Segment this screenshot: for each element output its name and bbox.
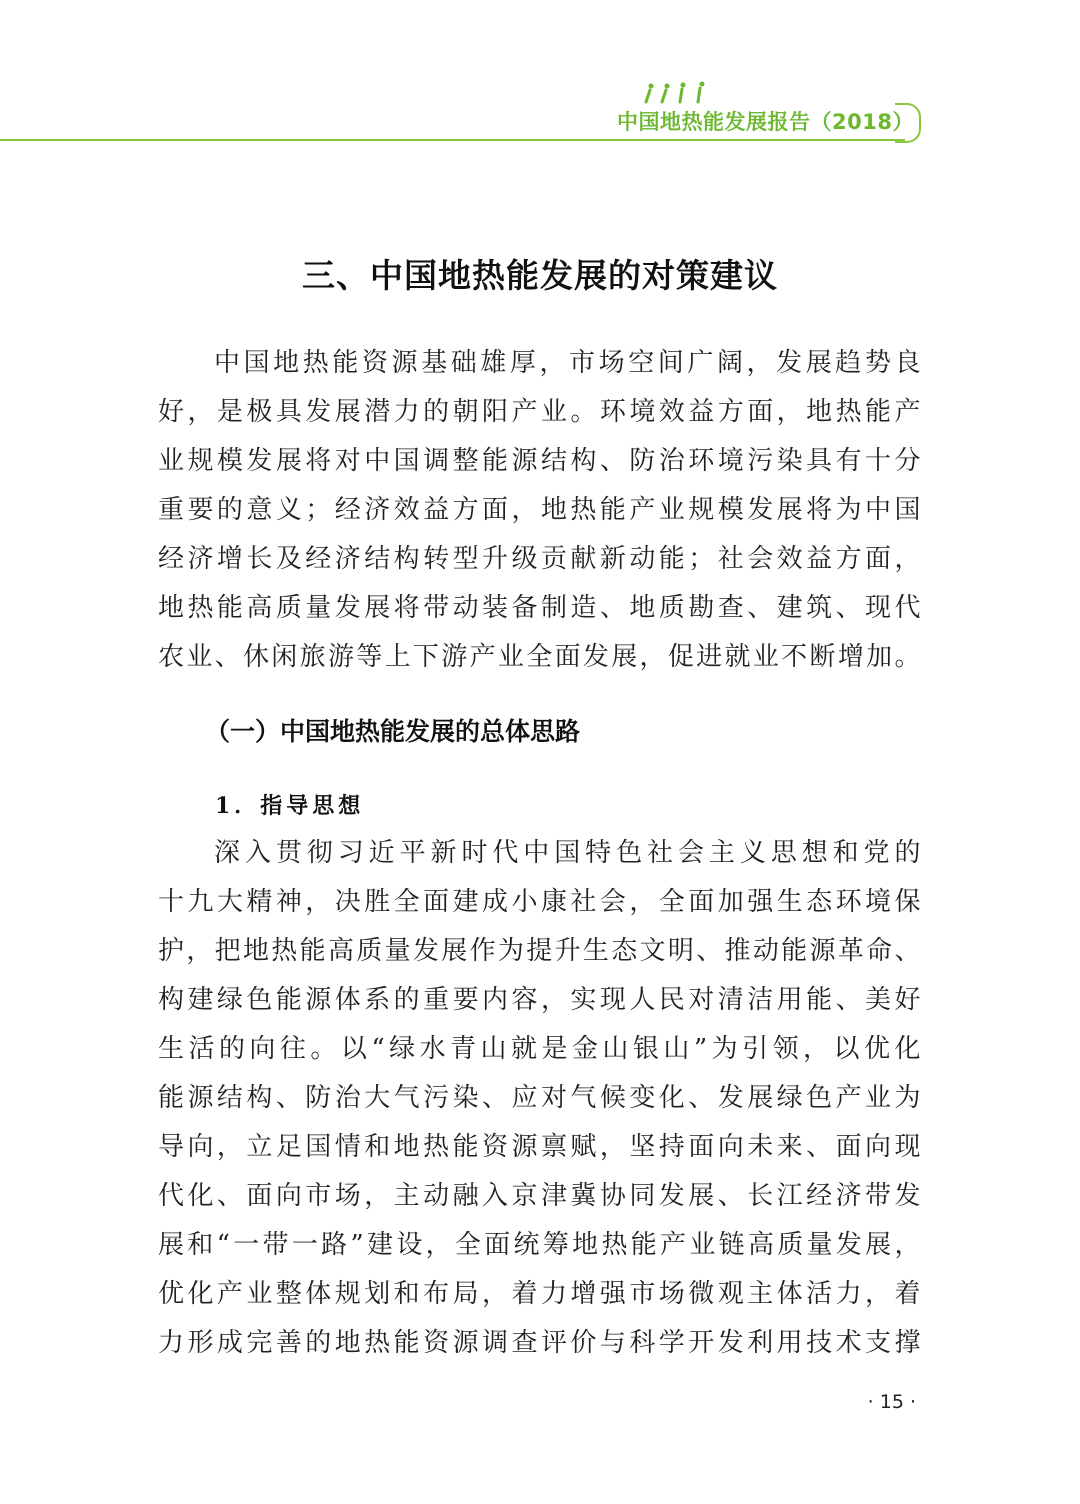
paragraph-line: 优化产业整体规划和布局，着力增强市场微观主体活力，着: [158, 1279, 922, 1309]
paragraph-line: 能源结构、防治大气污染、应对气候变化、发展绿色产业为: [158, 1083, 922, 1113]
paragraph-line: 地热能高质量发展将带动装备制造、地质勘查、建筑、现代: [158, 593, 922, 623]
chapter-title: 三、中国地热能发展的对策建议: [302, 256, 778, 295]
header-rule: [0, 139, 905, 141]
intro-paragraph: [158, 339, 922, 682]
paragraph-line: 经济增长及经济结构转型升级贡献新动能；社会效益方面，: [158, 544, 922, 574]
paragraph-line: 农业、休闲旅游等上下游产业全面发展，促进就业不断增加。: [158, 642, 922, 672]
green-figures-logo-icon: [640, 80, 720, 104]
section-title: （一）中国地热能发展的总体思路: [205, 717, 581, 746]
header-rule-end-cap: [895, 103, 921, 143]
paragraph-line: 中国地热能资源基础雄厚，市场空间广阔，发展趋势良: [214, 348, 922, 378]
page-number: · 15 ·: [867, 1391, 916, 1413]
paragraph-line: 深入贯彻习近平新时代中国特色社会主义思想和党的: [214, 838, 922, 868]
subsection-title: 1．指导思想: [215, 793, 365, 819]
paragraph-line: 构建绿色能源体系的重要内容，实现人民对清洁用能、美好: [158, 985, 922, 1015]
paragraph-line: 展和“一带一路”建设，全面统筹地热能产业链高质量发展，: [158, 1230, 922, 1260]
paragraph-line: 代化、面向市场，主动融入京津冀协同发展、长江经济带发: [158, 1181, 922, 1211]
paragraph-line: 好，是极具发展潜力的朝阳产业。环境效益方面，地热能产: [158, 397, 922, 427]
paragraph-line: 十九大精神，决胜全面建成小康社会，全面加强生态环境保: [158, 887, 922, 917]
paragraph-line: 护，把地热能高质量发展作为提升生态文明、推动能源革命、: [158, 936, 922, 966]
paragraph-line: 导向，立足国情和地热能资源禀赋，坚持面向未来、面向现: [158, 1132, 922, 1162]
paragraph-line: 业规模发展将对中国调整能源结构、防治环境污染具有十分: [158, 446, 922, 476]
paragraph-line: 重要的意义；经济效益方面，地热能产业规模发展将为中国: [158, 495, 922, 525]
running-header-title: 中国地热能发展报告（2018）: [617, 110, 914, 134]
paragraph-line: 力形成完善的地热能资源调查评价与科学开发利用技术支撑: [158, 1328, 922, 1358]
paragraph-line: 生活的向往。以“绿水青山就是金山银山”为引领，以优化: [158, 1034, 922, 1064]
guideline-paragraph: [158, 829, 922, 1368]
